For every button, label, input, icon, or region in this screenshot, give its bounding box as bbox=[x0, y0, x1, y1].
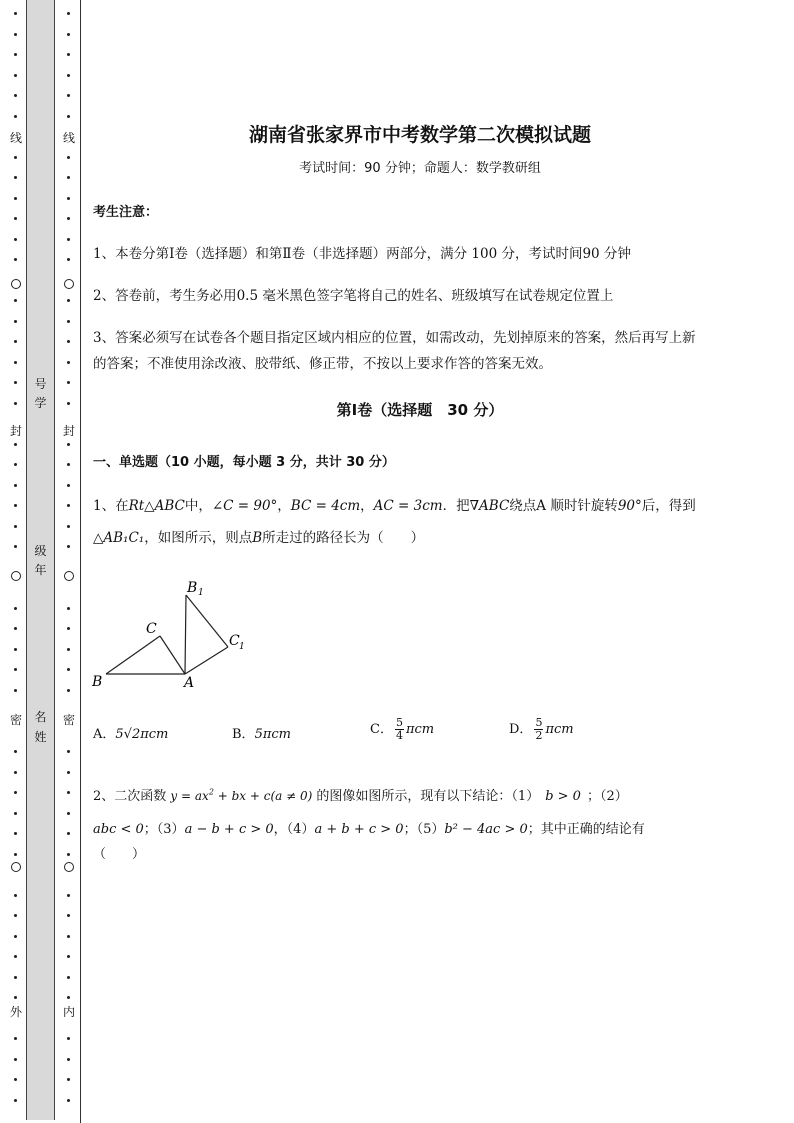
seal-dot bbox=[14, 545, 17, 548]
inner-label-mi: 密 bbox=[62, 713, 75, 727]
seal-dot bbox=[14, 402, 17, 405]
seal-dot bbox=[14, 914, 17, 917]
seal-dot bbox=[14, 463, 17, 466]
q2-conclusion-2: abc < 0 bbox=[93, 822, 144, 837]
seal-dot bbox=[14, 340, 17, 343]
seal-dot bbox=[67, 156, 70, 159]
seal-dot bbox=[67, 1058, 70, 1061]
q2-text: ；其中正确的结论有 bbox=[527, 822, 645, 837]
option-value: 5πcm bbox=[254, 727, 291, 742]
notice-item-3: 3、答案必须写在试卷各个题目指定区域内相应的位置，如需改动，先划掉原来的答案，然后再写上新 bbox=[93, 330, 696, 346]
q2-formula: + bx + c(a ≠ 0) bbox=[213, 789, 313, 803]
option-letter: B． bbox=[232, 727, 255, 742]
q2-line-1 bbox=[93, 785, 628, 804]
inner-label-feng: 封 bbox=[62, 424, 75, 438]
seal-dot bbox=[67, 443, 70, 446]
q2-text: ；（5） bbox=[403, 822, 445, 837]
exam-subtitle: 考试时间：90 分钟；命题人：数学教研组 bbox=[299, 161, 541, 176]
q1-text: ．把 bbox=[442, 498, 470, 514]
option-value: 5√2πcm bbox=[115, 727, 169, 742]
q2-text: ，（4） bbox=[273, 822, 315, 837]
q1-math: Rt△ABC bbox=[128, 498, 185, 514]
option-letter: C． bbox=[370, 722, 393, 737]
seal-dot bbox=[14, 935, 17, 938]
seal-dot bbox=[14, 484, 17, 487]
seal-dot bbox=[67, 955, 70, 958]
section-title: 第Ⅰ卷（选择题 30 分） bbox=[336, 401, 504, 419]
q2-formula-exponent: 2 bbox=[208, 787, 214, 797]
seal-dot bbox=[14, 1037, 17, 1040]
fraction-numerator: 5 bbox=[535, 716, 543, 729]
q2-text: 的图像如图所示，现有以下结论：（1） bbox=[316, 789, 540, 804]
grade-label-1: 级 bbox=[34, 544, 47, 558]
seal-dot bbox=[14, 381, 17, 384]
seal-dot bbox=[67, 12, 70, 15]
q2-text: ；（3） bbox=[143, 822, 185, 837]
seal-dot bbox=[67, 771, 70, 774]
q1-text: 所走过的路径长为（ ） bbox=[262, 530, 425, 546]
seal-dot bbox=[14, 156, 17, 159]
q1-math: ∠C = 90° bbox=[211, 498, 278, 514]
outer-label-mi: 密 bbox=[9, 713, 22, 727]
point-label-a: A bbox=[184, 675, 195, 691]
seal-dot bbox=[14, 853, 17, 856]
seal-dot bbox=[67, 402, 70, 405]
seal-dot bbox=[14, 176, 17, 179]
segment-ac1 bbox=[185, 647, 228, 674]
option-letter: A． bbox=[93, 727, 116, 742]
seal-dot bbox=[14, 443, 17, 446]
seal-dot bbox=[67, 545, 70, 548]
segment-ab1 bbox=[185, 595, 186, 674]
seal-circle bbox=[11, 279, 21, 289]
inner-seal-column bbox=[62, 0, 76, 1123]
point-label-c: C bbox=[146, 621, 157, 637]
seal-dot bbox=[67, 996, 70, 999]
inner-label-nei: 内 bbox=[62, 1005, 75, 1019]
seal-dot bbox=[67, 1099, 70, 1102]
seal-circle bbox=[64, 571, 74, 581]
seal-dot bbox=[14, 12, 17, 15]
q1-text: ， bbox=[277, 498, 291, 514]
point-label-c1-sub: 1 bbox=[239, 642, 245, 652]
seal-dot bbox=[14, 771, 17, 774]
q1-text: 中， bbox=[184, 498, 212, 514]
notice-heading: 考生注意： bbox=[93, 205, 159, 220]
seal-dot bbox=[14, 791, 17, 794]
seal-dot bbox=[14, 299, 17, 302]
seal-dot bbox=[14, 217, 17, 220]
seal-dot bbox=[67, 914, 70, 917]
seal-dot bbox=[67, 689, 70, 692]
point-label-b1-sub: 1 bbox=[198, 588, 204, 598]
q2-text: 2、二次函数 bbox=[93, 789, 167, 804]
seal-dot bbox=[67, 607, 70, 610]
seal-dot bbox=[67, 238, 70, 241]
fraction-denominator: 2 bbox=[535, 729, 543, 742]
seal-dot bbox=[14, 955, 17, 958]
inner-label-xian: 线 bbox=[62, 131, 75, 145]
q1-math: B bbox=[252, 530, 263, 546]
seal-dot bbox=[67, 258, 70, 261]
seal-dot bbox=[14, 94, 17, 97]
option-value: πcm bbox=[405, 722, 435, 737]
q1-math: △AB₁C₁ bbox=[93, 530, 145, 546]
seal-dot bbox=[14, 33, 17, 36]
seal-dot bbox=[14, 627, 17, 630]
seal-dot bbox=[14, 525, 17, 528]
q2-line-3: （ ） bbox=[93, 847, 146, 862]
seal-dot bbox=[67, 33, 70, 36]
student-id-label-2: 学 bbox=[34, 396, 47, 410]
seal-dot bbox=[67, 74, 70, 77]
seal-dot bbox=[67, 648, 70, 651]
seal-circle bbox=[11, 571, 21, 581]
seal-dot bbox=[67, 668, 70, 671]
point-label-b: B bbox=[92, 674, 103, 690]
q1-line-2 bbox=[93, 526, 424, 546]
segment-bc bbox=[106, 636, 160, 674]
seal-circle bbox=[64, 279, 74, 289]
q1-math: BC = 4cm bbox=[290, 498, 361, 514]
fraction-denominator: 4 bbox=[395, 729, 403, 742]
q2-conclusion-3: a − b + c > 0 bbox=[184, 822, 274, 837]
seal-dot bbox=[67, 320, 70, 323]
seal-circle bbox=[64, 862, 74, 872]
seal-dot bbox=[14, 996, 17, 999]
seal-dot bbox=[14, 976, 17, 979]
seal-dot bbox=[67, 853, 70, 856]
option-fraction bbox=[395, 717, 404, 742]
seal-dot bbox=[67, 504, 70, 507]
seal-circle bbox=[11, 862, 21, 872]
q1-text: ， bbox=[360, 498, 374, 514]
seal-dot bbox=[14, 504, 17, 507]
q1-math: AC = 3cm bbox=[373, 498, 443, 514]
point-label-c1: C bbox=[229, 633, 240, 649]
seal-dot bbox=[14, 607, 17, 610]
q1-option-c[interactable] bbox=[370, 717, 434, 742]
seal-dot bbox=[67, 976, 70, 979]
q1-option-d[interactable] bbox=[509, 717, 574, 742]
seal-dot bbox=[14, 1099, 17, 1102]
q2-conclusion-4: a + b + c > 0 bbox=[314, 822, 404, 837]
option-value: πcm bbox=[545, 722, 574, 737]
name-label-1: 名 bbox=[34, 710, 47, 724]
seal-dot bbox=[14, 1058, 17, 1061]
seal-dot bbox=[67, 812, 70, 815]
segment-ca bbox=[160, 636, 185, 674]
student-id-label-1: 号 bbox=[34, 377, 47, 391]
seal-dot bbox=[67, 53, 70, 56]
q1-math: 90° bbox=[617, 498, 642, 514]
fraction-numerator: 5 bbox=[395, 716, 403, 729]
seal-dot bbox=[14, 361, 17, 364]
seal-dot bbox=[67, 832, 70, 835]
q2-formula: y = ax bbox=[170, 789, 209, 803]
seal-dot bbox=[14, 238, 17, 241]
seal-dot bbox=[14, 197, 17, 200]
seal-dot bbox=[14, 689, 17, 692]
notice-item-1: 1、本卷分第Ⅰ卷（选择题）和第Ⅱ卷（非选择题）两部分，满分 100 分，考试时间90 分钟 bbox=[93, 246, 631, 262]
grade-label-2: 年 bbox=[34, 563, 47, 577]
notice-item-3-cont: 的答案；不准使用涂改液、胶带纸、修正带，不按以上要求作答的答案无效。 bbox=[93, 356, 552, 372]
outer-label-wai: 外 bbox=[9, 1005, 22, 1019]
notice-item-2: 2、答卷前，考生务必用0.5 毫米黑色签字笔将自己的姓名、班级填写在试卷规定位置上 bbox=[93, 288, 614, 304]
q2-conclusion-5: b² − 4ac > 0 bbox=[444, 822, 528, 837]
margin-border-line bbox=[80, 0, 81, 1123]
option-fraction bbox=[534, 717, 543, 742]
seal-dot bbox=[14, 258, 17, 261]
q1-text: ，如图所示，则点 bbox=[144, 530, 253, 546]
seal-dot bbox=[67, 361, 70, 364]
seal-dot bbox=[67, 894, 70, 897]
binding-margin bbox=[0, 0, 82, 1123]
seal-dot bbox=[67, 299, 70, 302]
seal-dot bbox=[67, 115, 70, 118]
seal-dot bbox=[14, 1078, 17, 1081]
outer-label-feng: 封 bbox=[9, 424, 22, 438]
name-label-2: 姓 bbox=[34, 730, 47, 744]
seal-dot bbox=[67, 484, 70, 487]
seal-dot bbox=[14, 832, 17, 835]
seal-dot bbox=[67, 340, 70, 343]
seal-dot bbox=[67, 750, 70, 753]
q1-math: ∇ABC bbox=[469, 498, 510, 514]
seal-dot bbox=[67, 217, 70, 220]
seal-dot bbox=[67, 463, 70, 466]
seal-dot bbox=[14, 53, 17, 56]
q1-text: 1、在 bbox=[93, 498, 129, 514]
seal-dot bbox=[14, 812, 17, 815]
q2-conclusion-1: b > 0 bbox=[545, 789, 581, 804]
q1-text: 后，得到 bbox=[641, 498, 696, 514]
q1-option-a[interactable] bbox=[93, 723, 168, 742]
q2-text: ；（2） bbox=[586, 789, 628, 804]
seal-dot bbox=[67, 381, 70, 384]
option-letter: D． bbox=[509, 722, 533, 737]
seal-dot bbox=[14, 668, 17, 671]
segment-b1c1 bbox=[186, 595, 228, 647]
q1-line-1 bbox=[93, 494, 696, 514]
seal-dot bbox=[14, 750, 17, 753]
q1-option-b[interactable] bbox=[232, 723, 291, 742]
seal-dot bbox=[67, 791, 70, 794]
binding-strip bbox=[26, 0, 55, 1120]
outer-seal-column bbox=[9, 0, 23, 1123]
seal-dot bbox=[67, 176, 70, 179]
seal-dot bbox=[67, 197, 70, 200]
seal-dot bbox=[14, 320, 17, 323]
seal-dot bbox=[67, 525, 70, 528]
seal-dot bbox=[14, 115, 17, 118]
seal-dot bbox=[14, 648, 17, 651]
q1-triangle-figure bbox=[88, 575, 258, 695]
point-label-b1: B bbox=[187, 580, 198, 596]
part-heading: 一、单选题（10 小题，每小题 3 分，共计 30 分） bbox=[93, 455, 395, 470]
seal-dot bbox=[67, 1078, 70, 1081]
seal-dot bbox=[14, 894, 17, 897]
outer-label-xian: 线 bbox=[9, 131, 22, 145]
seal-dot bbox=[14, 74, 17, 77]
seal-dot bbox=[67, 1037, 70, 1040]
q1-text: 绕点A 顺时针旋转 bbox=[509, 498, 618, 514]
q2-line-2 bbox=[93, 818, 645, 837]
seal-dot bbox=[67, 94, 70, 97]
exam-title: 湖南省张家界市中考数学第二次模拟试题 bbox=[248, 124, 591, 146]
seal-dot bbox=[67, 627, 70, 630]
seal-dot bbox=[67, 935, 70, 938]
